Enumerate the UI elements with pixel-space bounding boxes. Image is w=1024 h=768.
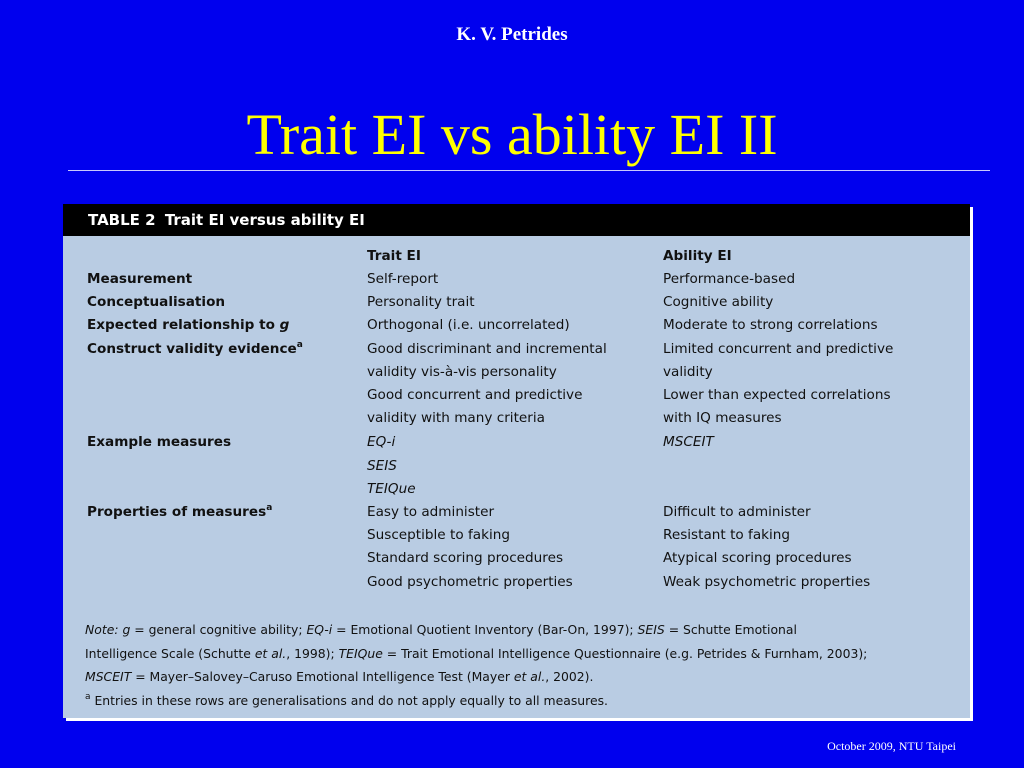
row-label-measurement: Measurement bbox=[87, 271, 193, 287]
cell-trait-construct-2: validity vis-à-vis personality bbox=[367, 364, 557, 380]
column-header-trait: Trait EI bbox=[367, 248, 421, 264]
row-label-construct-validity bbox=[87, 338, 303, 361]
table-caption bbox=[63, 204, 970, 236]
cell-trait-properties-1: Easy to administer bbox=[367, 504, 495, 520]
row-label-expected-relationship bbox=[87, 314, 289, 337]
note-text: = Emotional Quotient Inventory (Bar-On, 1997); bbox=[332, 622, 638, 637]
cell-trait-conceptualisation: Personality trait bbox=[367, 294, 475, 310]
note-line-3 bbox=[85, 665, 965, 689]
footnote-marker: a bbox=[266, 503, 273, 513]
cell-trait-properties-3: Standard scoring procedures bbox=[367, 550, 564, 566]
note-abbrev: TEIQue bbox=[338, 645, 383, 661]
cell-trait-construct-3: Good concurrent and predictive bbox=[367, 387, 583, 403]
note-etal: et al. bbox=[254, 645, 287, 661]
column-header-ability: Ability EI bbox=[663, 248, 732, 264]
row-label-properties bbox=[87, 501, 272, 524]
note-text: = Trait Emotional Intelligence Questionnaire (e.g. Petrides & Furnham, 2003); bbox=[382, 645, 868, 661]
cell-trait-example-3: TEIQue bbox=[367, 481, 416, 497]
note-abbrev: MSCEIT bbox=[85, 669, 132, 684]
cell-ability-conceptualisation: Cognitive ability bbox=[663, 294, 774, 310]
note-text: = general cognitive ability; bbox=[130, 622, 307, 637]
note-label: Note: g bbox=[85, 622, 131, 637]
cell-ability-properties-1: Difficult to administer bbox=[663, 504, 811, 520]
row-label-conceptualisation: Conceptualisation bbox=[87, 294, 226, 310]
row-label-expected-g: g bbox=[279, 317, 290, 333]
cell-ability-construct-2: validity bbox=[663, 364, 713, 380]
table-note bbox=[85, 618, 965, 712]
cell-ability-properties-2: Resistant to faking bbox=[663, 527, 791, 543]
footnote-marker: a bbox=[85, 691, 91, 702]
title-divider bbox=[68, 170, 990, 171]
cell-ability-properties-4: Weak psychometric properties bbox=[663, 574, 871, 590]
cell-trait-construct-4: validity with many criteria bbox=[367, 410, 545, 426]
cell-ability-properties-3: Atypical scoring procedures bbox=[663, 550, 852, 566]
cell-trait-example-2: SEIS bbox=[367, 458, 397, 474]
cell-ability-example-1: MSCEIT bbox=[663, 434, 714, 450]
row-label-example-measures: Example measures bbox=[87, 434, 232, 450]
cell-trait-measurement: Self-report bbox=[367, 271, 439, 287]
slide-footer: October 2009, NTU Taipei bbox=[827, 739, 956, 753]
note-text: = Schutte Emotional bbox=[664, 622, 797, 637]
cell-ability-construct-4: with IQ measures bbox=[663, 410, 782, 426]
row-label-properties-text: Properties of measures bbox=[87, 504, 267, 520]
note-abbrev: SEIS bbox=[637, 622, 665, 637]
cell-ability-construct-1: Limited concurrent and predictive bbox=[663, 341, 894, 357]
cell-trait-expected: Orthogonal (i.e. uncorrelated) bbox=[367, 317, 570, 333]
author-name: K. V. Petrides bbox=[456, 24, 568, 45]
table-caption-text: Trait EI versus ability EI bbox=[164, 211, 365, 229]
note-text: Intelligence Scale (Schutte bbox=[85, 645, 255, 661]
note-text: = Mayer–Salovey–Caruso Emotional Intelligence Test (Mayer bbox=[131, 669, 514, 684]
row-label-expected-text: Expected relationship to bbox=[87, 317, 280, 333]
note-text: , 2002). bbox=[545, 669, 594, 684]
cell-trait-properties-4: Good psychometric properties bbox=[367, 574, 573, 590]
cell-trait-properties-2: Susceptible to faking bbox=[367, 527, 510, 543]
cell-trait-example-1: EQ-i bbox=[367, 434, 396, 450]
table-caption-number: TABLE 2 bbox=[88, 211, 156, 229]
cell-ability-measurement: Performance-based bbox=[663, 271, 796, 287]
note-text: Entries in these rows are generalisations and do not apply equally to all measures. bbox=[90, 692, 608, 708]
footnote-marker: a bbox=[296, 340, 303, 350]
cell-trait-construct-1: Good discriminant and incremental bbox=[367, 341, 607, 357]
slide-title: Trait EI vs ability EI II bbox=[246, 102, 778, 167]
note-etal: et al. bbox=[513, 669, 546, 684]
cell-ability-expected: Moderate to strong correlations bbox=[663, 317, 878, 333]
comparison-table bbox=[63, 204, 970, 718]
note-line-1 bbox=[85, 618, 965, 642]
note-line-2 bbox=[85, 642, 965, 666]
note-line-4 bbox=[85, 689, 965, 713]
cell-ability-construct-3: Lower than expected correlations bbox=[663, 387, 891, 403]
note-text: , 1998); bbox=[286, 645, 339, 661]
row-label-construct-text: Construct validity evidence bbox=[87, 341, 297, 357]
note-abbrev: EQ-i bbox=[306, 622, 333, 637]
